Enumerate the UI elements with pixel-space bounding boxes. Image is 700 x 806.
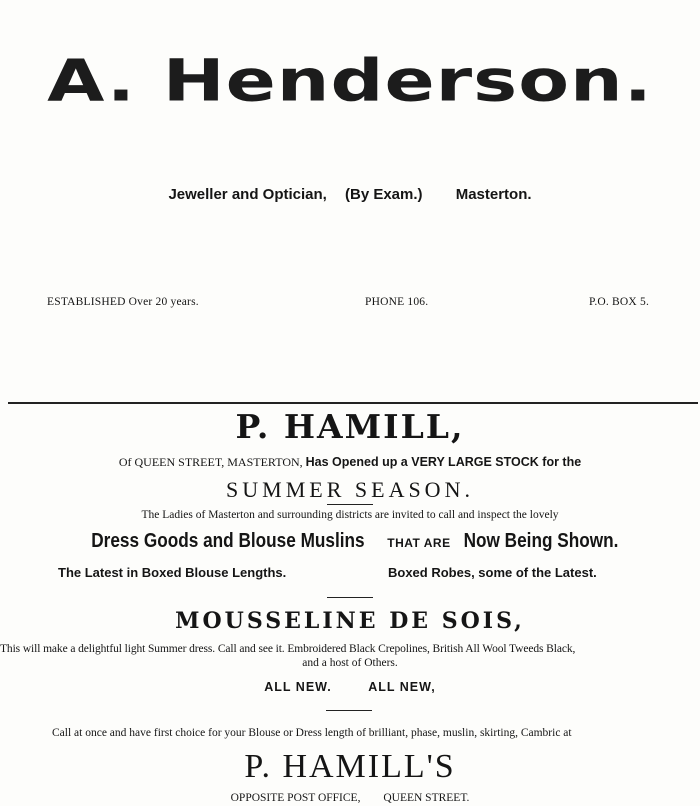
profession-text: Jeweller and Optician,: [168, 186, 327, 203]
short-rule: [326, 710, 372, 711]
that-are-text: THAT ARE: [387, 536, 451, 550]
boxed-robes-text: Boxed Robes, some of the Latest.: [388, 565, 597, 580]
all-new-text-1: ALL NEW.: [264, 680, 332, 694]
all-new-text-2: ALL NEW,: [368, 680, 436, 694]
description-line-1: This will make a delightful light Summer dress. Call and see it. Embroidered Black Crepolines, British All Wool Tweeds Black,: [0, 643, 576, 655]
shop-name: P. HAMILL'S: [244, 748, 456, 785]
henderson-subtitle: [0, 186, 700, 203]
section-divider: [8, 402, 698, 404]
season-rule: [327, 504, 373, 505]
address-right-text: QUEEN STREET.: [383, 792, 470, 804]
exam-text: (By Exam.): [345, 186, 423, 203]
hamill-name: P. HAMILL,: [235, 407, 465, 446]
dress-goods-text: Dress Goods and Blouse Muslins: [91, 530, 366, 552]
hamill-location-line: [0, 455, 700, 470]
season-heading: SUMMER SEASON.: [226, 477, 474, 502]
invitation-text: The Ladies of Masterton and surrounding districts are invited to call and inspect the lovely: [141, 509, 559, 521]
all-new-line: [0, 680, 700, 694]
description-line-2: and a host of Others.: [302, 657, 398, 669]
henderson-title: A. Henderson.: [47, 47, 653, 115]
now-shown-text: Now Being Shown.: [463, 530, 618, 552]
opened-text: Has Opened up a VERY LARGE STOCK for the: [305, 455, 582, 469]
location-text: Of QUEEN STREET, MASTERTON,: [118, 455, 303, 469]
latest-blouse-text: The Latest in Boxed Blouse Lengths.: [58, 565, 287, 580]
mousseline-heading: MOUSSELINE DE SOIS,: [175, 608, 525, 634]
dress-goods-line: [0, 530, 700, 553]
phone-text: PHONE 106.: [365, 296, 429, 308]
address-line: [0, 792, 700, 804]
town-text: Masterton.: [455, 186, 532, 203]
address-left-text: OPPOSITE POST OFFICE,: [230, 792, 361, 804]
call-text: Call at once and have first choice for your Blouse or Dress length of brilliant, phase, muslin, skirting, Cambric at: [52, 727, 572, 739]
po-box-text: P.O. BOX 5.: [589, 296, 650, 308]
established-text: ESTABLISHED Over 20 years.: [47, 296, 199, 308]
short-rule: [327, 597, 373, 598]
